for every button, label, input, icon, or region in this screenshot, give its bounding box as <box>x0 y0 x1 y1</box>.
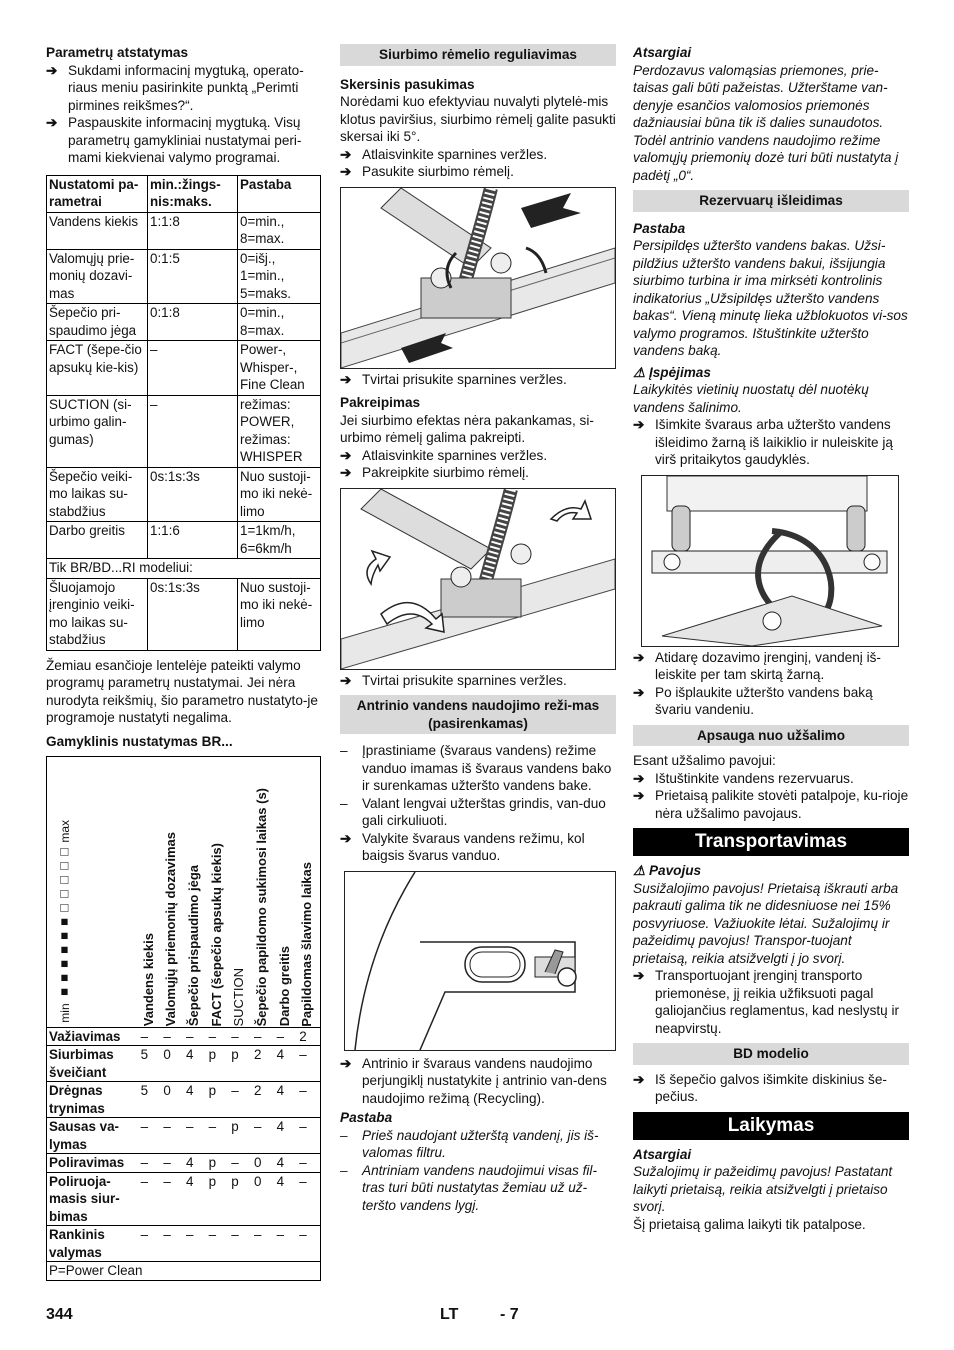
table-cell: 4 <box>184 1154 207 1173</box>
skersinis-title: Skersinis pasukimas <box>340 76 475 92</box>
bd-step: ➔ Iš šepečio galvos išimkite diskinius še-pečius. <box>633 1071 887 1104</box>
dash-item-2: – Valant lengvai užterštas grindis, van-duo gali cirkuliuoti. <box>340 795 606 828</box>
dash-item-1: – Įprastiniame (švaraus vandens) režime vanduo imamas iš švaraus vandens bako ir surenkamas užteršto vandens bake. <box>340 743 612 793</box>
arrow-icon: ➔ <box>633 649 645 665</box>
drain-step-2: ➔ Po išplaukite užteršto vandens baką švariu vandeniu. <box>633 684 873 717</box>
table-cell: – <box>184 1027 207 1046</box>
table-cell: – <box>229 1226 252 1262</box>
col-header: SUCTION <box>231 968 247 1027</box>
table-cell: – <box>139 1027 162 1046</box>
chapter-title-storage: Laikymas <box>633 1112 909 1140</box>
section-title-recycling: Antrinio vandens naudojimo reži-mas (pasirenkamas) <box>340 695 616 734</box>
warning-step: ➔ Išimkite švaraus arba užteršto vandens išleidimo žarną iš laikiklio ir nuleiskite ją virš pritaikytos gaudyklės. <box>633 417 893 467</box>
table-cell: 0 <box>252 1154 275 1173</box>
pakreipimas-text: Jei siurbimo efektas nėra pakankamas, si-urbimo rėmelį galima pakreipti. <box>340 412 594 445</box>
row-label: Drėgnas trynimas <box>47 1082 139 1118</box>
table-cell: – <box>297 1046 320 1082</box>
drain-step-1: ➔ Atidarę dozavimo įrenginį, vandenį iš-leiskite per tam skirtą žarną. <box>633 649 881 682</box>
table-row <box>47 1154 320 1173</box>
table-cell: p <box>229 1172 252 1226</box>
table-cell: p <box>207 1082 230 1118</box>
section-title-suction-frame: Siurbimo rėmelio reguliavimas <box>340 44 616 66</box>
table-cell: p <box>229 1046 252 1082</box>
table-cell: – <box>139 1118 162 1154</box>
row-label: Poliruoja-masis siur-bimas <box>47 1172 139 1226</box>
table-cell: p <box>207 1172 230 1226</box>
factory-table-body <box>47 1027 320 1262</box>
col-header: Šepečio papildomo sukimosi laikas (s) <box>253 788 269 1027</box>
table-cell: – <box>161 1172 184 1226</box>
arrow-icon: ➔ <box>633 417 645 432</box>
pakreipimas-step-1: ➔ Atlaisvinkite sparnines veržles. <box>340 447 548 463</box>
figure-squeegee-rotate <box>340 187 616 369</box>
row-label: Rankinis valymas <box>47 1226 139 1262</box>
frost-step-2: ➔ Prietaisą palikite stovėti patalpoje, ku-rioje nėra užšalimo pavojaus. <box>633 788 909 821</box>
language-code: LT <box>440 1306 459 1323</box>
table-row <box>47 1172 320 1226</box>
col-header: Valomųjų priemonių dozavimas <box>163 832 179 1027</box>
arrow-icon: ➔ <box>633 788 645 803</box>
note-title: Pastaba <box>340 1110 393 1125</box>
table-cell: 5 <box>139 1046 162 1082</box>
arrow-icon: ➔ <box>340 146 352 162</box>
table-row <box>47 1046 320 1082</box>
after-fig2-step: ➔ Tvirtai prisukite sparnines veržles. <box>340 672 567 688</box>
table-row: Darbo greitis 1:1:6 1=1km/h, 6=6km/h <box>47 522 321 559</box>
table-cell: – <box>297 1082 320 1118</box>
storage-text: Šį prietaisą galima laikyti tik patalpose. <box>633 1216 866 1232</box>
table-cell: – <box>161 1226 184 1262</box>
table-cell: – <box>229 1082 252 1118</box>
col-header: Darbo greitis <box>276 946 292 1027</box>
storage-caution-title: Atsargiai <box>633 1146 692 1162</box>
table-cell: – <box>139 1226 162 1262</box>
table-cell: – <box>252 1118 275 1154</box>
caution-title: Atsargiai <box>633 45 692 60</box>
warning-icon: ⚠ <box>633 364 646 380</box>
table-row <box>47 1082 320 1118</box>
table-cell: – <box>297 1172 320 1226</box>
arrow-icon: ➔ <box>340 371 352 387</box>
arrow-icon: ➔ <box>633 684 645 700</box>
table-cell: 4 <box>184 1082 207 1118</box>
table-cell: 4 <box>275 1118 298 1154</box>
table-cell: – <box>297 1154 320 1173</box>
table-cell: 5 <box>139 1082 162 1118</box>
figure-squeegee-tilt <box>340 488 616 670</box>
table-cell: 4 <box>184 1172 207 1226</box>
factory-table <box>46 756 321 1281</box>
params-step-1: ➔ Sukdami informacinį mygtuką, operato-riaus meniu pasirinkite punktą „Perimti pirmines reikšmes?“. <box>46 62 304 113</box>
arrow-icon: ➔ <box>340 164 352 179</box>
section-title-frost: Apsauga nuo užšalimo <box>633 725 909 747</box>
drain-hose-illustration <box>642 476 898 646</box>
table-cell: – <box>297 1118 320 1154</box>
table-cell: – <box>161 1154 184 1173</box>
table-cell: p <box>229 1118 252 1154</box>
table-cell: 4 <box>275 1082 298 1118</box>
table-row: Šluojamojo įrenginio veiki-mo laikas su-stabdžius 0s:1s:3s Nuo sustoji-mo iki nekė-limo <box>47 578 321 650</box>
danger-title: ⚠ Pavojus <box>633 863 702 878</box>
table-cell: – <box>184 1226 207 1262</box>
arrow-icon: ➔ <box>340 465 352 480</box>
factory-table-footnote: P=Power Clean <box>47 1262 320 1280</box>
scale-filled-icon: ■■■■■■ <box>57 915 72 1000</box>
col-header: Šepečio prispaudimo jėga <box>185 865 201 1027</box>
section-title-bd: BD modelio <box>633 1043 909 1065</box>
warning-title: ⚠ Įspėjimas <box>633 364 711 380</box>
table-cell: – <box>207 1226 230 1262</box>
after-fig3-step: ➔ Antrinio ir švaraus vandens naudojimo perjungiklį nustatykite į antrinio van-dens naudojimo režimą (Recycling). <box>340 1055 607 1106</box>
settings-table-header: Nustatomi pa-rametrai min.:žings-nis:maks. Pastaba <box>47 175 321 212</box>
table-cell: 4 <box>275 1154 298 1173</box>
table-cell: p <box>207 1046 230 1082</box>
table-cell: 2 <box>297 1027 320 1046</box>
table-row: Valomųjų prie-monių dozavi-mas 0:1:5 0=išj., 1=min., 5=maks. <box>47 249 321 304</box>
table-cell: – <box>139 1154 162 1173</box>
params-step-2: ➔ Paspauskite informacinį mygtuką. Visų parametrų gamykliniai nustatymai peri-mami kiekvienai valymo programai. <box>46 115 302 165</box>
settings-table <box>46 175 321 651</box>
skersinis-step-2: ➔ Pasukite siurbimo rėmelį. <box>340 164 514 179</box>
local-page-number: - 7 <box>500 1306 519 1323</box>
column-middle <box>340 44 616 1214</box>
section-title-tanks: Rezervuarų išleidimas <box>633 190 909 212</box>
table-cell: – <box>275 1226 298 1262</box>
table-cell: 4 <box>275 1172 298 1226</box>
arrow-icon: ➔ <box>340 447 352 463</box>
params-reset-title: Parametrų atstatymas <box>46 45 189 60</box>
table-cell: 0 <box>252 1172 275 1226</box>
chapter-title-transport: Transportavimas <box>633 828 909 856</box>
factory-settings-title: Gamyklinis nustatymas BR... <box>46 733 233 749</box>
table-row <box>47 1118 320 1154</box>
table-cell: – <box>229 1154 252 1173</box>
scale-cell: min ■■■■■■□□□□□ max <box>57 819 72 1023</box>
skersinis-text: Norėdami kuo efektyviau nuvalyti plytelė-mis klotus paviršius, siurbimo rėmelį galite pasukti skersai iki 5°. <box>340 94 616 144</box>
programs-paragraph: Žemiau esančioje lentelėje pateikti valymo programų parametrų nustatymai. Jei nėra nurodyta reikšmių, šio parametro nustatyto-je programoje nustatyti negalima. <box>46 657 318 725</box>
pakreipimas-title: Pakreipimas <box>340 395 421 410</box>
arrow-icon: ➔ <box>340 672 352 688</box>
arrow-icon: ➔ <box>46 115 58 130</box>
note-title: Pastaba <box>633 220 686 236</box>
skersinis-step-1: ➔ Atlaisvinkite sparnines veržles. <box>340 146 548 162</box>
danger-icon: ⚠ <box>633 863 646 878</box>
pakreipimas-step-2: ➔ Pakreipkite siurbimo rėmelį. <box>340 465 529 480</box>
scale-empty-icon: □□□□□ <box>57 845 72 916</box>
page-number: 344 <box>46 1306 73 1323</box>
factory-table-header <box>47 757 320 1027</box>
figure-drain-hose <box>641 475 899 647</box>
note-item-1: – Prieš naudojant užterštą vandenį, jis iš-valomas filtru. <box>340 1127 599 1160</box>
row-label: Sausas va-lymas <box>47 1118 139 1154</box>
arrow-icon: ➔ <box>46 62 58 78</box>
after-fig1-step: ➔ Tvirtai prisukite sparnines veržles. <box>340 371 567 387</box>
table-row: SUCTION (si-urbimo galin-gumas) – režimas: POWER, režimas: WHISPER <box>47 395 321 467</box>
table-cell: 2 <box>252 1082 275 1118</box>
squeegee-rotate-illustration <box>341 188 615 368</box>
col-header: Vandens kiekis <box>140 933 156 1027</box>
table-cell: – <box>252 1027 275 1046</box>
frost-text: Esant užšalimo pavojui: <box>633 753 776 768</box>
table-cell: – <box>161 1027 184 1046</box>
table-cell: 2 <box>252 1046 275 1082</box>
arrow-icon: ➔ <box>340 830 352 846</box>
arrow-icon: ➔ <box>633 770 645 786</box>
clean-water-step: ➔ Valykite švaraus vandens režimu, kol baigsis švarus vanduo. <box>340 830 585 863</box>
table-row: Šepečio pri-spaudimo jėga 0:1:8 0=min., 8=max. <box>47 304 321 341</box>
storage-caution-text: Sužalojimų ir pažeidimų pavojus! Pastatant laikyti prietaisą, reikia atsižvelgti į prietaiso svorį. <box>633 1164 893 1214</box>
frost-step-1: ➔ Ištuštinkite vandens rezervuarus. <box>633 770 854 786</box>
table-cell: – <box>297 1226 320 1262</box>
squeegee-tilt-illustration <box>341 489 615 669</box>
note-item-2: – Antriniam vandens naudojimui visas fil-tras turi būti nustatytas žemiau už už-teršto vandens lygį. <box>340 1162 597 1213</box>
row-label: Siurbimas šveičiant <box>47 1046 139 1082</box>
column-left <box>46 44 321 1281</box>
table-cell: 4 <box>275 1046 298 1082</box>
table-cell: – <box>207 1118 230 1154</box>
table-row: FACT (šepe-čio apsukų kie-kis) – Power-, Whisper-, Fine Clean <box>47 341 321 396</box>
table-cell: 4 <box>184 1046 207 1082</box>
warning-text: Laikykitės vietinių nuostatų dėl nuotėkų vandens šalinimo. <box>633 382 869 415</box>
row-label: Važiavimas <box>47 1027 139 1046</box>
table-row: Šepečio veiki-mo laikas su-stabdžius 0s:1s:3s Nuo sustoji-mo iki nekė-limo <box>47 467 321 522</box>
table-cell: 0 <box>161 1082 184 1118</box>
table-cell: – <box>139 1172 162 1226</box>
table-cell: – <box>275 1027 298 1046</box>
column-right <box>633 44 909 1233</box>
table-cell: – <box>229 1027 252 1046</box>
col-header: Papildomas šlavimo laikas <box>299 861 315 1027</box>
note-text: Persipildęs užteršto vandens bakas. Užsi-pildžius užteršto vandens bakui, išsijungia siurbimo turbina ir ima mirksėti kontrolinis indikatorius „Užsipildęs užteršto vandens bakas“. Vieną minutę lieka užblokuotos vi-sos valymo programos. Ištuštinkite užteršto vandens baką. <box>633 238 908 358</box>
table-cell: – <box>161 1118 184 1154</box>
table-cell: – <box>184 1118 207 1154</box>
table-span-row: Tik BR/BD...RI modeliui: <box>47 559 321 579</box>
caution-text: Perdozavus valomąsias priemones, prie-taisas gali būti pažeistas. Užterštame van-denyje esančios valomosios priemonės dažniausiai būna tik iš dalies sunaudotos. Todėl antrinio vandens naudojimo režime valomųjų priemonių dozė turi būti nustatyta į padėtį „0“. <box>633 62 899 183</box>
col-header: FACT (šepečio apsukų kiekis) <box>208 842 224 1027</box>
table-cell: – <box>207 1027 230 1046</box>
danger-text: Susižalojimo pavojus! Prietaisą iškrauti arba pakrauti galima tik ne didesniuose nei 15% posvyriuose. Važiuokite lėtai. Sužalojimų ir pažeidimų pavojus! Transpor-tuojant prietaisą, reikia atsižvelgti į jo svorį. <box>633 880 899 966</box>
figure-recycling-switch <box>344 871 616 1051</box>
table-row <box>47 1027 320 1046</box>
table-cell: 0 <box>161 1046 184 1082</box>
transport-step: ➔ Transportuojant įrenginį transporto priemonėse, jį reikia užfiksuoti pagal galiojančius reglamentus, kad neslystų ir neapvirstų. <box>633 968 900 1036</box>
table-cell: p <box>207 1154 230 1173</box>
arrow-icon: ➔ <box>340 1055 352 1071</box>
table-row <box>47 1226 320 1262</box>
table-row: Vandens kiekis 1:1:8 0=min., 8=max. <box>47 212 321 249</box>
row-label: Poliravimas <box>47 1154 139 1173</box>
arrow-icon: ➔ <box>633 1071 645 1087</box>
table-cell: – <box>252 1226 275 1262</box>
recycling-switch-illustration <box>345 872 615 1050</box>
arrow-icon: ➔ <box>633 968 645 983</box>
